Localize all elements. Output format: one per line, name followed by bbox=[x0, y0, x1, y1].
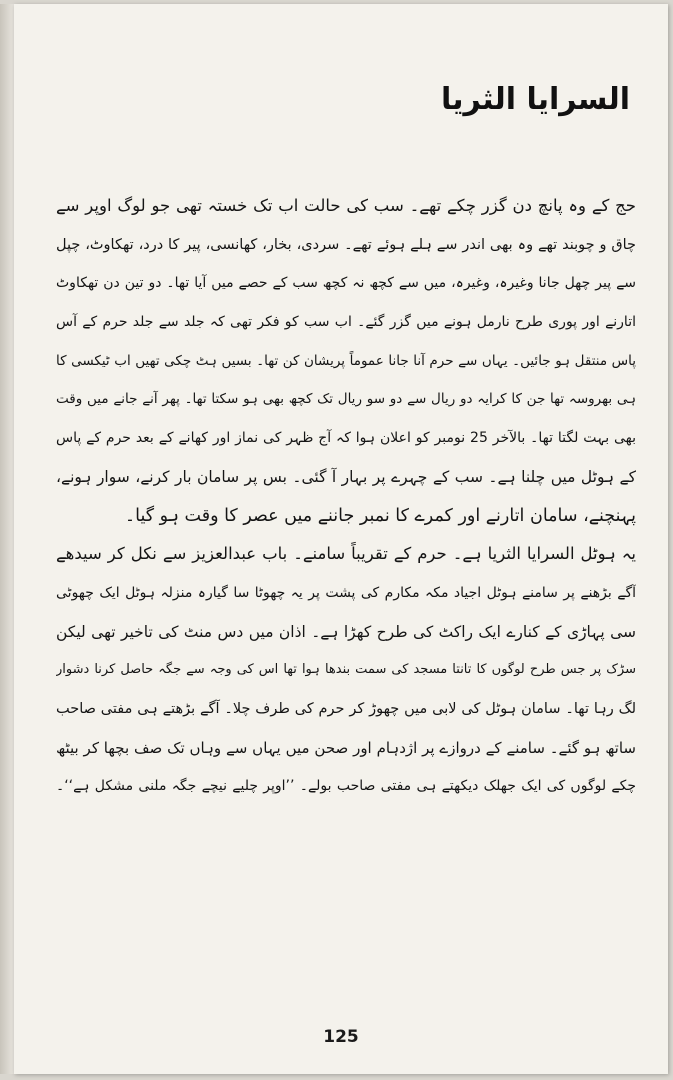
text-line: سی پہاڑی کے کنارے ایک راکٹ کی طرح کھڑا ہے۔ اذان میں دس منٹ کی تاخیر تھی لیکن bbox=[56, 622, 636, 641]
text-line: یہ ہوٹل السرایا الثریا ہے۔ حرم کے تقریباً سامنے۔ باب عبدالعزیز سے نکل کر سیدھے bbox=[56, 544, 636, 564]
text-line: کے ہوٹل میں چلنا ہے۔ سب کے چہرے پر بہار آ گئی۔ بس پر سامان بار کرنے، سوار ہونے، bbox=[56, 467, 636, 486]
page-number: 125 bbox=[323, 1027, 359, 1047]
text-line: چاق و چوبند تھے وہ بھی اندر سے ہلے ہوئے تھے۔ سردی، بخار، کھانسی، پیر کا درد، تھکاوٹ، چپل bbox=[56, 236, 636, 253]
text-line: لگ رہا تھا۔ سامان ہوٹل کی لابی میں چھوڑ کر حرم کی طرف چلا۔ آگے بڑھتے ہی مفتی صاحب bbox=[56, 700, 636, 717]
text-line: پہنچنے، سامان اتارنے اور کمرے کا نمبر جاننے میں عصر کا وقت ہو گیا۔ bbox=[124, 505, 636, 526]
text-line: سڑک پر جس طرح لوگوں کا تانتا مسجد کی سمت بندھا ہوا تھا اس کی وجہ سے جگہ حاصل کرنا دشوار bbox=[56, 662, 636, 678]
book-edge bbox=[0, 4, 14, 1074]
text-line: ساتھ ہو گئے۔ سامنے کے دروازے پر اژدہام اور صحن میں یہاں سے وہاں تک صف بچھا کر بیٹھ bbox=[56, 738, 636, 757]
paragraph-1 bbox=[56, 187, 636, 535]
text-line: سے پیر چھل جانا وغیرہ، وغیرہ، میں سے کچھ نہ کچھ سب کے حصے میں آیا تھا۔ دو تین دن تھکاوٹ bbox=[56, 275, 636, 292]
text-line: حج کے وہ پانچ دن گزر چکے تھے۔ سب کی حالت اب تک خستہ تھی جو لوگ اوپر سے bbox=[56, 196, 636, 215]
text-line: بھی بہت لگتا تھا۔ بالآخر 25 نومبر کو اعلان ہوا کہ آج ظہر کی نماز اور کھانے کے بعد حرم کے پاس bbox=[56, 430, 636, 447]
paragraph-2 bbox=[56, 535, 636, 806]
text-line: ہی بھروسہ تھا جن کا کرایہ دو ریال سے دو سو ریال تک کچھ بھی ہو سکتا تھا۔ پھر آنے جانے میں وقت bbox=[56, 391, 636, 408]
text-line: چکے لوگوں کی ایک جھلک دیکھتے ہی مفتی صاحب بولے۔ ’’اوپر چلیے نیچے جگہ ملنی مشکل ہے‘‘۔ bbox=[56, 778, 636, 795]
text-line: اتارنے اور پوری طرح نارمل ہونے میں گزر گئے۔ اب سب کو فکر تھی کہ جلد سے جلد حرم کے آس bbox=[56, 314, 636, 331]
text-line: آگے بڑھنے پر سامنے ہوٹل اجیاد مکہ مکارم کی پشت پر یہ چھوٹا سا گیارہ منزلہ ہوٹل ایک چھوٹی bbox=[56, 584, 636, 601]
chapter-heading: السرایا الثریا bbox=[441, 82, 630, 117]
book-page bbox=[14, 4, 668, 1074]
body-text bbox=[56, 187, 636, 806]
text-line: پاس منتقل ہو جائیں۔ یہاں سے حرم آنا جانا عموماً پریشان کن تھا۔ بسیں ہٹ چکی تھیں اب ٹیکسی کا bbox=[56, 352, 636, 369]
